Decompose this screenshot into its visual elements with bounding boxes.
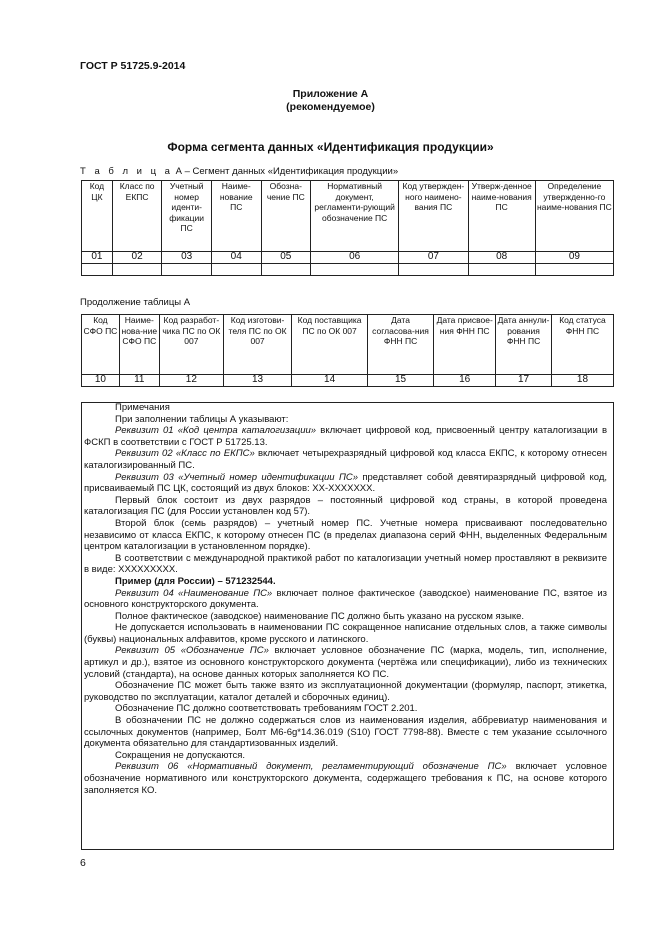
table-a-continuation [81,314,614,387]
header-cell: Код СФО ПС [82,315,120,375]
empty-cell [82,264,113,276]
table-a-header-row [82,181,614,252]
note-paragraph: Обозначение ПС должно соответствовать требованиям ГОСТ 2.201. [115,703,418,715]
header-cell: Наиме-нование ПС [211,181,261,252]
empty-cell [468,264,535,276]
note-paragraph [84,448,607,471]
note-paragraph: Обозначение ПС может быть также взято из эксплуатационной документации (формуляр, паспорт, этикетка, руководство по эксплуатации, каталог деталей и сборочных единиц). [84,680,607,703]
empty-cell [535,264,613,276]
note-paragraph: В обозначении ПС не должно содержаться слов из наименования изделия, аббревиатур наименования и ссылочных документов (например, Болт М6-6g*14.36.019 (S10) ГОСТ 7798-88). Вместе с тем указание ссылочного документа обязательно для стандартизованных изделий. [84,715,607,750]
column-number: 08 [468,252,535,264]
column-number: 17 [496,375,552,387]
requisite-text: включает условное обозначение ПС (марка, модель, тип, исполнение, артикул и др.), взятое из основного конструкторского документа (чертёжа или спецификации), либо из технических условий (стандарта), на основе данных которых заполняется КО ПС. [84,645,607,680]
column-number: 02 [112,252,162,264]
column-number: 01 [82,252,113,264]
requisite-name: Реквизит 02 «Класс по ЕКПС» [115,448,255,460]
requisite-name: Реквизит 06 «Нормативный документ, регламентирующий обозначение ПС» [115,761,507,773]
notes [84,402,607,796]
note-paragraph: В соответствии с международной практикой работ по каталогизации учетный номер проставляют в реквизите в виде: XXXXXXXXX. [84,552,607,576]
column-number: 15 [367,375,433,387]
empty-cell [399,264,468,276]
note-paragraph: Первый блок состоит из двух разрядов – постоянный цифровой код страны, в которой проведена каталогизация ПС (для России установлен код 57). [84,494,607,518]
empty-cell [261,264,311,276]
requisite-name: Реквизит 03 «Учетный номер идентификации ПС» [115,471,358,483]
header-cell: Определение утвержденно-го наиме-нования ПС [535,181,613,252]
notes-intro: При заполнении таблицы А указывают: [115,413,289,425]
column-number: 11 [119,375,159,387]
requisite-name: Реквизит 01 «Код центра каталогизации» [115,425,317,437]
empty-cell [112,264,162,276]
note-example [84,576,607,588]
requisite-text: включает цифровой код, присвоенный центру каталогизации в ФСКП в соответствии с ГОСТ Р 51725.13. [84,425,607,448]
header-cell: Код разработ-чика ПС по ОК 007 [159,315,223,375]
header-cell: Код ЦК [82,181,113,252]
header-cell: Нормативный документ, регламенти-рующий обозначение ПС [311,181,399,252]
header-cell: Дата аннули-рования ФНН ПС [496,315,552,375]
requisite-text: включает четырехразрядный цифровой код класса ЕКПС, к которому отнесен каталогизированный ПС. [84,448,608,471]
requisite-text: представляет собой девятиразрядный цифровой код, присваиваемый ПС ЦК, состоящий из двух блоков: XX-XXXXXXX. [84,471,607,495]
table-cont-number-row [82,375,614,387]
example-text: Пример (для России) – 571232544. [115,575,276,587]
header-cell: Обозна-чение ПС [261,181,311,252]
requisite-name: Реквизит 05 «Обозначение ПС» [115,645,269,657]
column-number: 16 [434,375,496,387]
note-paragraph: Не допускается использовать в наименовании ПС сокращенное написание отдельных слов, а также символы (буквы) национальных алфавитов, кроме русского и латинского. [84,622,607,645]
note-paragraph [84,472,607,495]
column-number: 05 [261,252,311,264]
header-cell: Класс по ЕКПС [112,181,162,252]
table-continuation-caption: Продолжение таблицы А [80,297,191,308]
header-cell: Код статуса ФНН ПС [551,315,613,375]
page-number: 6 [80,857,86,869]
header-cell: Утверж-денное наиме-нования ПС [468,181,535,252]
form-title: Форма сегмента данных «Идентификация продукции» [167,140,494,154]
table-a-number-row [82,252,614,264]
column-number: 07 [399,252,468,264]
header-cell: Дата присвое-ния ФНН ПС [434,315,496,375]
column-number: 13 [223,375,291,387]
empty-cell [311,264,399,276]
note-paragraph: Сокращения не допускаются. [115,749,246,761]
empty-cell [211,264,261,276]
column-number: 04 [211,252,261,264]
note-paragraph: Второй блок (семь разрядов) – учетный номер ПС. Учетные номера присваивают последовательно независимо от класса ЕКПС, к которому отнесен ПС (в пределах диапазона серий ФНН, выделенных Федеральным центром каталогизации в установленном порядке). [84,517,607,553]
appendix-subtitle: (рекомендуемое) [286,101,375,113]
column-number: 10 [82,375,120,387]
note-paragraph [84,588,607,611]
table-a-empty-row [82,264,614,276]
requisite-name: Реквизит 04 «Наименование ПС» [115,587,273,599]
column-number: 12 [159,375,223,387]
column-number: 14 [292,375,368,387]
note-paragraph [84,761,607,796]
note-paragraph [84,425,607,448]
requisite-text: включает условное обозначение нормативного или конструкторского документа, содержащего требования к ПС, на основе которого заполняется КО. [84,761,607,796]
requisite-text: включает полное фактическое (заводское) наименование ПС, взятое из основного конструкторского документа. [84,587,607,611]
column-number: 06 [311,252,399,264]
note-paragraph: Полное фактическое (заводское) наименование ПС должно быть указано на русском языке. [115,610,525,622]
notes-heading: Примечания [115,402,170,413]
column-number: 09 [535,252,613,264]
column-number: 03 [162,252,212,264]
header-cell: Учетный номер иденти-фикации ПС [162,181,212,252]
header-cell: Код изготови-теля ПС по ОК 007 [223,315,291,375]
appendix-title: Приложение А [292,88,369,100]
table-caption-text: – Сегмент данных «Идентификация продукции» [184,166,399,177]
header-cell: Код утвержден-ного наимено-вания ПС [399,181,468,252]
table-caption-prefix: Т а б л и ц а [80,166,173,177]
header-cell: Дата согласова-ния ФНН ПС [367,315,433,375]
header-cell: Наиме-нова-ние СФО ПС [119,315,159,375]
document-code: ГОСТ Р 51725.9-2014 [80,60,186,72]
table-caption-letter: А [175,166,182,177]
column-number: 18 [551,375,613,387]
note-paragraph [84,645,607,680]
table-caption [80,166,398,177]
empty-cell [162,264,212,276]
header-cell: Код поставщика ПС по ОК 007 [292,315,368,375]
table-cont-header-row [82,315,614,375]
appendix-heading [0,88,661,114]
table-a [81,180,614,276]
